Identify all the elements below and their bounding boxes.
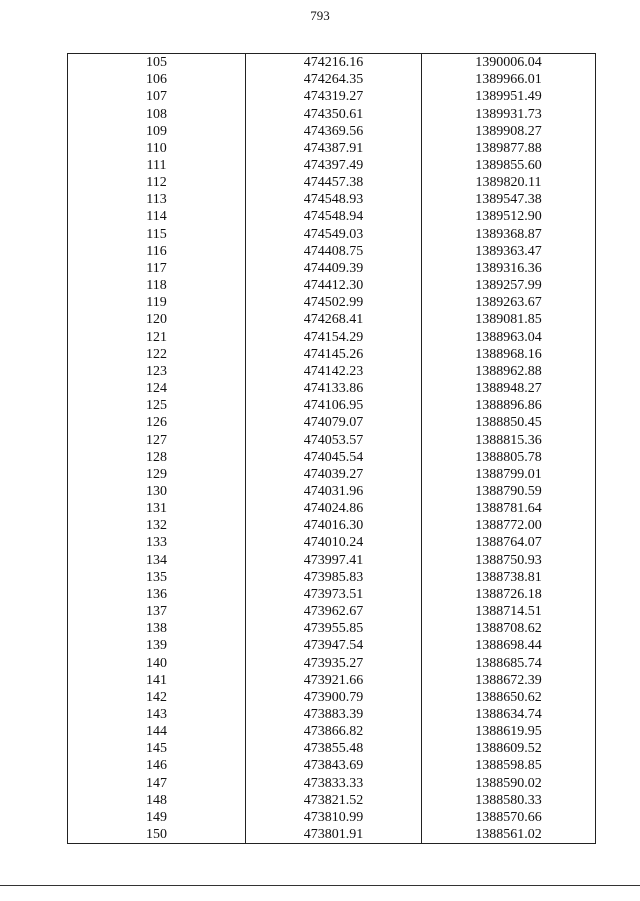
- table-row: [68, 71, 596, 88]
- x-coordinate-cell: 474412.30: [246, 277, 422, 294]
- x-coordinate-cell: 473866.82: [246, 723, 422, 740]
- point-number-cell: 138: [68, 620, 246, 637]
- y-coordinate-cell: 1388685.74: [422, 654, 596, 671]
- y-coordinate-cell: 1389931.73: [422, 105, 596, 122]
- y-coordinate-cell: 1388698.44: [422, 637, 596, 654]
- x-coordinate-cell: 474549.03: [246, 226, 422, 243]
- y-coordinate-cell: 1388708.62: [422, 620, 596, 637]
- point-number-cell: 108: [68, 105, 246, 122]
- table-body: [68, 54, 596, 844]
- point-number-cell: 136: [68, 586, 246, 603]
- point-number-cell: 147: [68, 775, 246, 792]
- x-coordinate-cell: 473962.67: [246, 603, 422, 620]
- x-coordinate-cell: 474106.95: [246, 397, 422, 414]
- x-coordinate-cell: 474154.29: [246, 329, 422, 346]
- y-coordinate-cell: 1388764.07: [422, 534, 596, 551]
- table-row: [68, 431, 596, 448]
- x-coordinate-cell: 474142.23: [246, 363, 422, 380]
- table-row: [68, 363, 596, 380]
- coordinate-table: [67, 53, 596, 844]
- point-number-cell: 139: [68, 637, 246, 654]
- x-coordinate-cell: 473935.27: [246, 654, 422, 671]
- point-number-cell: 144: [68, 723, 246, 740]
- table-row: [68, 208, 596, 225]
- table-row: [68, 414, 596, 431]
- table-row: [68, 637, 596, 654]
- y-coordinate-cell: 1388896.86: [422, 397, 596, 414]
- table-row: [68, 397, 596, 414]
- point-number-cell: 117: [68, 260, 246, 277]
- y-coordinate-cell: 1388750.93: [422, 552, 596, 569]
- y-coordinate-cell: 1390006.04: [422, 54, 596, 72]
- point-number-cell: 137: [68, 603, 246, 620]
- y-coordinate-cell: 1388590.02: [422, 775, 596, 792]
- x-coordinate-cell: 474133.86: [246, 380, 422, 397]
- y-coordinate-cell: 1388781.64: [422, 500, 596, 517]
- y-coordinate-cell: 1389855.60: [422, 157, 596, 174]
- x-coordinate-cell: 474387.91: [246, 140, 422, 157]
- table-row: [68, 483, 596, 500]
- point-number-cell: 150: [68, 826, 246, 844]
- y-coordinate-cell: 1389081.85: [422, 311, 596, 328]
- y-coordinate-cell: 1388619.95: [422, 723, 596, 740]
- y-coordinate-cell: 1388738.81: [422, 569, 596, 586]
- point-number-cell: 109: [68, 123, 246, 140]
- point-number-cell: 130: [68, 483, 246, 500]
- y-coordinate-cell: 1388772.00: [422, 517, 596, 534]
- table-row: [68, 140, 596, 157]
- x-coordinate-cell: 474502.99: [246, 294, 422, 311]
- x-coordinate-cell: 474350.61: [246, 105, 422, 122]
- point-number-cell: 119: [68, 294, 246, 311]
- x-coordinate-cell: 474024.86: [246, 500, 422, 517]
- table-row: [68, 654, 596, 671]
- x-coordinate-cell: 473843.69: [246, 757, 422, 774]
- y-coordinate-cell: 1388962.88: [422, 363, 596, 380]
- x-coordinate-cell: 474268.41: [246, 311, 422, 328]
- point-number-cell: 146: [68, 757, 246, 774]
- x-coordinate-cell: 474409.39: [246, 260, 422, 277]
- table-row: [68, 740, 596, 757]
- table-row: [68, 466, 596, 483]
- bottom-rule: [0, 885, 640, 886]
- point-number-cell: 134: [68, 552, 246, 569]
- table-row: [68, 517, 596, 534]
- x-coordinate-cell: 473955.85: [246, 620, 422, 637]
- y-coordinate-cell: 1388948.27: [422, 380, 596, 397]
- table-row: [68, 311, 596, 328]
- point-number-cell: 145: [68, 740, 246, 757]
- y-coordinate-cell: 1388805.78: [422, 449, 596, 466]
- point-number-cell: 149: [68, 809, 246, 826]
- y-coordinate-cell: 1389368.87: [422, 226, 596, 243]
- y-coordinate-cell: 1389951.49: [422, 88, 596, 105]
- point-number-cell: 128: [68, 449, 246, 466]
- point-number-cell: 131: [68, 500, 246, 517]
- y-coordinate-cell: 1389547.38: [422, 191, 596, 208]
- y-coordinate-cell: 1388672.39: [422, 672, 596, 689]
- table-row: [68, 826, 596, 844]
- y-coordinate-cell: 1388968.16: [422, 346, 596, 363]
- point-number-cell: 148: [68, 792, 246, 809]
- table-row: [68, 226, 596, 243]
- x-coordinate-cell: 474016.30: [246, 517, 422, 534]
- x-coordinate-cell: 474145.26: [246, 346, 422, 363]
- y-coordinate-cell: 1388570.66: [422, 809, 596, 826]
- x-coordinate-cell: 474397.49: [246, 157, 422, 174]
- table-row: [68, 294, 596, 311]
- table-row: [68, 706, 596, 723]
- point-number-cell: 143: [68, 706, 246, 723]
- point-number-cell: 112: [68, 174, 246, 191]
- y-coordinate-cell: 1389966.01: [422, 71, 596, 88]
- table-row: [68, 552, 596, 569]
- point-number-cell: 127: [68, 431, 246, 448]
- y-coordinate-cell: 1388726.18: [422, 586, 596, 603]
- y-coordinate-cell: 1389363.47: [422, 243, 596, 260]
- y-coordinate-cell: 1388609.52: [422, 740, 596, 757]
- x-coordinate-cell: 474548.94: [246, 208, 422, 225]
- x-coordinate-cell: 474216.16: [246, 54, 422, 72]
- table-row: [68, 500, 596, 517]
- point-number-cell: 122: [68, 346, 246, 363]
- point-number-cell: 118: [68, 277, 246, 294]
- x-coordinate-cell: 474548.93: [246, 191, 422, 208]
- y-coordinate-cell: 1388634.74: [422, 706, 596, 723]
- point-number-cell: 141: [68, 672, 246, 689]
- y-coordinate-cell: 1389820.11: [422, 174, 596, 191]
- y-coordinate-cell: 1389316.36: [422, 260, 596, 277]
- table-row: [68, 380, 596, 397]
- table-row: [68, 672, 596, 689]
- y-coordinate-cell: 1388963.04: [422, 329, 596, 346]
- point-number-cell: 142: [68, 689, 246, 706]
- y-coordinate-cell: 1388799.01: [422, 466, 596, 483]
- point-number-cell: 110: [68, 140, 246, 157]
- table-row: [68, 191, 596, 208]
- x-coordinate-cell: 474045.54: [246, 449, 422, 466]
- table-row: [68, 54, 596, 72]
- table-row: [68, 260, 596, 277]
- x-coordinate-cell: 474010.24: [246, 534, 422, 551]
- point-number-cell: 125: [68, 397, 246, 414]
- table-row: [68, 757, 596, 774]
- table-row: [68, 569, 596, 586]
- y-coordinate-cell: 1388815.36: [422, 431, 596, 448]
- x-coordinate-cell: 474031.96: [246, 483, 422, 500]
- x-coordinate-cell: 473821.52: [246, 792, 422, 809]
- y-coordinate-cell: 1388790.59: [422, 483, 596, 500]
- point-number-cell: 132: [68, 517, 246, 534]
- x-coordinate-cell: 473900.79: [246, 689, 422, 706]
- y-coordinate-cell: 1389263.67: [422, 294, 596, 311]
- x-coordinate-cell: 473855.48: [246, 740, 422, 757]
- point-number-cell: 106: [68, 71, 246, 88]
- y-coordinate-cell: 1388580.33: [422, 792, 596, 809]
- table-row: [68, 775, 596, 792]
- x-coordinate-cell: 474039.27: [246, 466, 422, 483]
- x-coordinate-cell: 473801.91: [246, 826, 422, 844]
- point-number-cell: 113: [68, 191, 246, 208]
- point-number-cell: 120: [68, 311, 246, 328]
- table-row: [68, 689, 596, 706]
- x-coordinate-cell: 473947.54: [246, 637, 422, 654]
- table-row: [68, 329, 596, 346]
- x-coordinate-cell: 474319.27: [246, 88, 422, 105]
- x-coordinate-cell: 474457.38: [246, 174, 422, 191]
- x-coordinate-cell: 473973.51: [246, 586, 422, 603]
- x-coordinate-cell: 474053.57: [246, 431, 422, 448]
- y-coordinate-cell: 1389257.99: [422, 277, 596, 294]
- table-row: [68, 88, 596, 105]
- point-number-cell: 129: [68, 466, 246, 483]
- table-row: [68, 809, 596, 826]
- x-coordinate-cell: 473921.66: [246, 672, 422, 689]
- y-coordinate-cell: 1389877.88: [422, 140, 596, 157]
- y-coordinate-cell: 1389908.27: [422, 123, 596, 140]
- table-row: [68, 723, 596, 740]
- point-number-cell: 133: [68, 534, 246, 551]
- y-coordinate-cell: 1388850.45: [422, 414, 596, 431]
- y-coordinate-cell: 1388598.85: [422, 757, 596, 774]
- x-coordinate-cell: 474408.75: [246, 243, 422, 260]
- table-row: [68, 449, 596, 466]
- y-coordinate-cell: 1388714.51: [422, 603, 596, 620]
- y-coordinate-cell: 1389512.90: [422, 208, 596, 225]
- table-row: [68, 123, 596, 140]
- point-number-cell: 135: [68, 569, 246, 586]
- page-number: 793: [310, 8, 330, 23]
- point-number-cell: 123: [68, 363, 246, 380]
- table-row: [68, 346, 596, 363]
- y-coordinate-cell: 1388650.62: [422, 689, 596, 706]
- point-number-cell: 111: [68, 157, 246, 174]
- point-number-cell: 116: [68, 243, 246, 260]
- point-number-cell: 105: [68, 54, 246, 72]
- point-number-cell: 121: [68, 329, 246, 346]
- point-number-cell: 140: [68, 654, 246, 671]
- table-row: [68, 792, 596, 809]
- table-row: [68, 105, 596, 122]
- table-row: [68, 603, 596, 620]
- x-coordinate-cell: 474369.56: [246, 123, 422, 140]
- point-number-cell: 107: [68, 88, 246, 105]
- x-coordinate-cell: 473883.39: [246, 706, 422, 723]
- x-coordinate-cell: 473833.33: [246, 775, 422, 792]
- point-number-cell: 126: [68, 414, 246, 431]
- y-coordinate-cell: 1388561.02: [422, 826, 596, 844]
- table-row: [68, 586, 596, 603]
- point-number-cell: 124: [68, 380, 246, 397]
- point-number-cell: 115: [68, 226, 246, 243]
- table-row: [68, 620, 596, 637]
- x-coordinate-cell: 474079.07: [246, 414, 422, 431]
- table-row: [68, 534, 596, 551]
- table-row: [68, 277, 596, 294]
- point-number-cell: 114: [68, 208, 246, 225]
- x-coordinate-cell: 473985.83: [246, 569, 422, 586]
- x-coordinate-cell: 474264.35: [246, 71, 422, 88]
- x-coordinate-cell: 473810.99: [246, 809, 422, 826]
- table-row: [68, 157, 596, 174]
- x-coordinate-cell: 473997.41: [246, 552, 422, 569]
- table-row: [68, 243, 596, 260]
- table-row: [68, 174, 596, 191]
